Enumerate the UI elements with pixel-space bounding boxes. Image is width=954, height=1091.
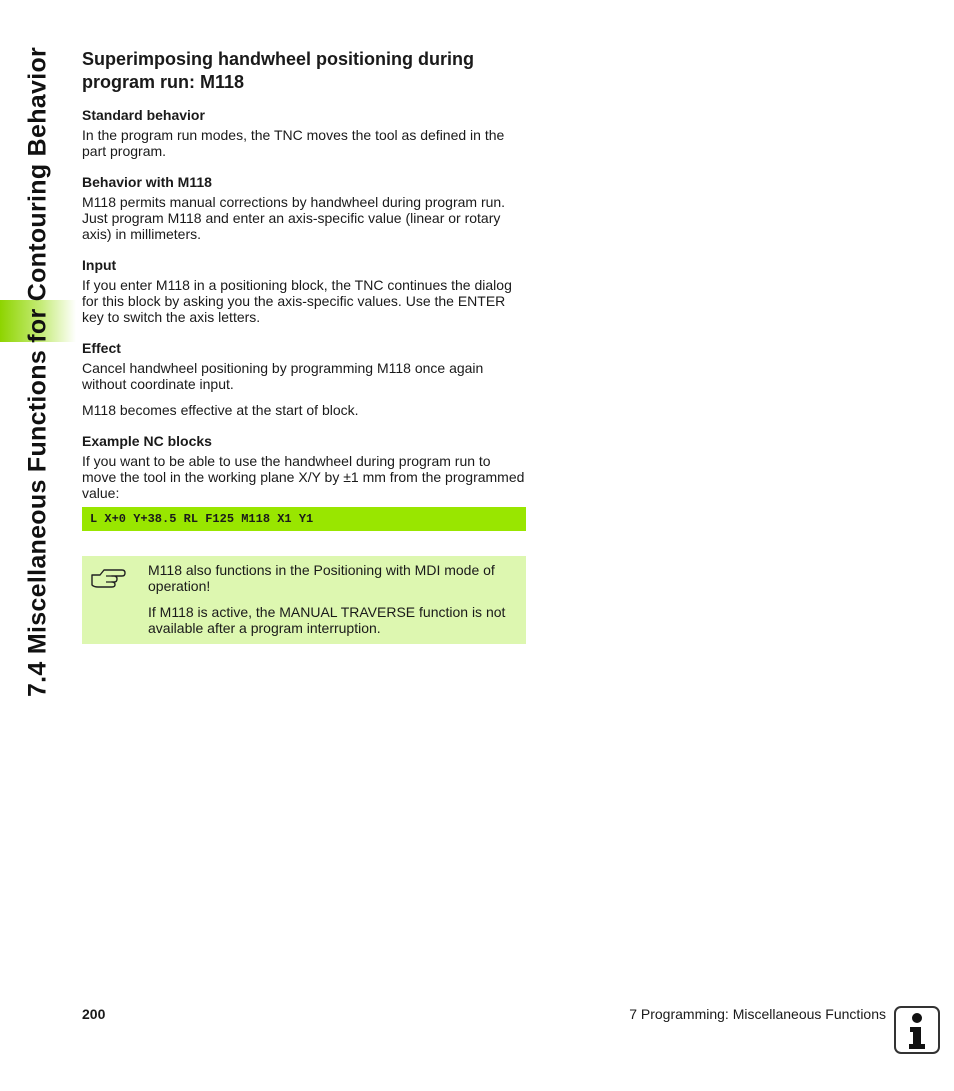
text-effect-2: M118 becomes effective at the start of block. xyxy=(82,402,359,418)
text-standard-behavior: In the program run modes, the TNC moves the tool as defined in the part program. xyxy=(82,127,505,159)
info-glyph-icon xyxy=(896,1008,938,1052)
chapter-side-title: 7.4 Miscellaneous Functions for Contouring Behavior xyxy=(23,46,52,698)
text-behavior-m118: M118 permits manual corrections by handwheel during program run. Just program M118 and enter an axis-specific value (linear or rotary axis) in millimeters. xyxy=(82,194,506,242)
note-line-1: M118 also functions in the Positioning with MDI mode of operation! xyxy=(148,562,495,594)
page-number: 200 xyxy=(82,1006,106,1022)
note-box xyxy=(82,556,526,644)
section-title: Superimposing handwheel positioning during program run: M118 xyxy=(82,49,474,92)
heading-input: Input xyxy=(82,257,117,273)
heading-behavior-m118: Behavior with M118 xyxy=(82,174,212,190)
heading-example-nc-blocks: Example NC blocks xyxy=(82,433,212,449)
info-icon xyxy=(894,1006,940,1054)
nc-code-block: L X+0 Y+38.5 RL F125 M118 X1 Y1 xyxy=(82,507,526,531)
heading-effect: Effect xyxy=(82,340,121,356)
text-effect: Cancel handwheel positioning by programming M118 once again without coordinate input. xyxy=(82,360,484,392)
main-content xyxy=(82,48,526,644)
heading-standard-behavior: Standard behavior xyxy=(82,107,205,123)
note-line-2: If M118 is active, the MANUAL TRAVERSE function is not available after a program interruption. xyxy=(148,604,506,636)
text-example-nc-blocks: If you want to be able to use the handwheel during program run to move the tool in the working plane X/Y by ±1 mm from the programmed value: xyxy=(82,453,525,501)
pointing-hand-icon xyxy=(90,564,126,590)
chapter-footer: 7 Programming: Miscellaneous Functions xyxy=(629,1006,886,1022)
text-input: If you enter M118 in a positioning block, the TNC continues the dialog for this block by asking you the axis-specific values. Use the ENTER key to switch the axis letters. xyxy=(82,277,512,325)
